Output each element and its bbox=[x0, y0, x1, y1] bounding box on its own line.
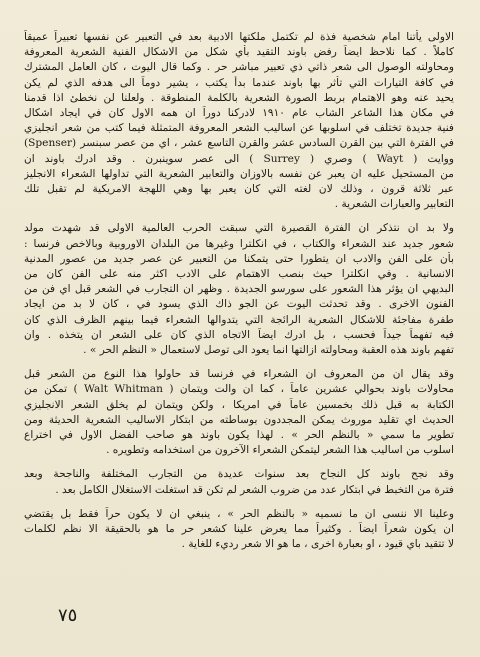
text-line: محاولات باوند بحوالي عشرين عاماً ، كما ان والت ويتمان ( Walt Whitman ) تمكن من bbox=[24, 383, 454, 396]
text-line: ولا بد ان نتذكر ان الفترة القصيرة التي سبقت الحرب العالمية الاولى قد شهدت مولد bbox=[24, 222, 454, 235]
text-line: البديهي ان يؤثر هذا الشعور على سورسو الجديدة . وظهر ان التجارب في الشعر قبل اي فن من bbox=[24, 283, 454, 296]
paragraph bbox=[24, 367, 454, 458]
text-line: في مكان هذا الشاعر الشاب عام ١٩١٠ لادركنا دوراً ان همه الاول كان في ايجاد اشكال bbox=[24, 107, 454, 120]
text-line: كاملاً . كما نلاحظ ايضاً رفض باوند التقيد بأي شكل من الاشكال الفنية الشعرية المعروفة bbox=[24, 46, 454, 59]
text-line: الحديث اي تقليد موروث يمكن المجددون بوساطته من ابتكار الاساليب الشعرية الحديثة ومن bbox=[24, 413, 454, 426]
text-line: الانسانية . وفي انكلترا حيث بنصب الاهتمام على الادب اكثر منه على الفن كان من bbox=[24, 268, 454, 281]
text-line: الفنون الاخرى . وقد تحدثت اليوت عن الجو ذاك الذي يسود في ، كان لا بد من ايجاد bbox=[24, 298, 454, 311]
text-line: في الفترة التي بين القرن السادس عشر والقرن التاسع عشر ، اي من عصر سبنسر (Spenser) bbox=[24, 137, 454, 150]
paragraph bbox=[24, 507, 454, 553]
text-line: ومحاولته الوصول الى شعر ذاتي ذي تعبير مباشر حر . وكما قال اليوت ، كان العامل المشترك bbox=[24, 61, 454, 74]
text-line: في كافة التيارات التي تأثر بها باوند عندما بدأ يكتب ، يشير دوماً الى هدفه الذي لم يكن bbox=[24, 76, 454, 89]
text-line: فنية جديدة تختلف في اسلوبها عن اساليب الشعر المعروفة المتمثلة فيما كتب من شعر انجليزي bbox=[24, 122, 454, 135]
text-line: لا تتقيد باي قيود ، او بعبارة اخرى ، ما هو الا شعر رديء للغاية . bbox=[181, 538, 454, 551]
text-line: يحيد عنه وهو الاهتمام بربط الصورة الشعرية بالكلمة المنطوقة . ولعلنا لن نخطئ اذا قدمنا bbox=[24, 91, 454, 104]
paragraph bbox=[24, 221, 454, 358]
text-line: تفهم باوند هذه العقبة ومحاولته ازالتها انما يعود الى توصل لاستعمال « النظم الحر » . bbox=[83, 344, 454, 357]
text-line: ووايت ( Wayt ) وصري ( Surrey ) الى عصر سوينبرن . وقد ادرك باوند ان bbox=[24, 152, 454, 165]
text-line: شعور جديد عند الشعراء والكتاب ، في انكلترا وغيرها من البلدان الاوروبية وبالاخص فرنسا : bbox=[24, 237, 454, 250]
text-line: ان يكون شعراً ايضاً . وكثيراً مما يعرض علينا كشعر حر ما هو بالحقيقة الا نظم لكلمات bbox=[24, 523, 454, 536]
paragraph bbox=[24, 30, 454, 212]
text-line: وعلينا الا ننسى ان ما نسميه « بالنظم الحر » ، ينبغي ان لا يكون حراً فقط بل يقتضي bbox=[24, 507, 454, 520]
text-line: الكتابة به قبل ذلك بخمسين عاماً في امريكا ، ولكن ويتمان لم يخلق الشعر الانجليزي bbox=[24, 398, 454, 411]
text-line: التعابير والعبارات الشعرية . bbox=[334, 198, 454, 211]
text-line: وقد نجح باوند كل النجاح بعد سنوات عديدة من التجارب المختلفة والناجحة وبعد bbox=[24, 468, 454, 481]
text-line: اسلوب من اساليب هذا الشعر ليتمكن الشعراء الآخرون من استخدامه وتطويره . bbox=[106, 444, 454, 457]
text-line: وقد يقال ان من المعروف ان الشعراء في فرنسا قد حاولوا هذا النوع من الشعر قبل bbox=[24, 368, 454, 381]
text-line: الاولى يأتنا امام شخصية فذة لم تكتمل ملكتها الادبية بعد في التعبير عن نفسها تعبيراً عميقاً bbox=[24, 31, 454, 43]
page-number: ٧٥ bbox=[58, 605, 78, 626]
text-line: بأن على الفن والادب ان يتطورا حتى يتمكنا من التعبير عن عصر جديد من عصور المدنية bbox=[24, 252, 454, 265]
body-text bbox=[24, 30, 454, 562]
text-line: فترة من التخبط في ابتكار عدد من ضروب الشعر لم تكن قد استغلت الاستغلال الكامل بعد . bbox=[55, 483, 454, 496]
text-line: طفرة مفاجئة للاشكال الشعرية الرائجة التي يتدوالها الشعراء فيما بينهم الظرف الذي كان bbox=[24, 313, 454, 326]
paragraph bbox=[24, 467, 454, 497]
text-line: من المستحيل عليه ان يعبر عن نفسه بالاوزان والتعابير الشعرية التي تداولها الشعراء الانجليز bbox=[24, 167, 454, 180]
text-line: تطوير ما سمي « بالنظم الحر » . لهذا يكون باوند هو صاحب الفضل الاول في اختراع bbox=[24, 429, 454, 442]
text-line: فيه تفهماً جيداً فحسب ، بل ادرك ايضاً الاتجاه الذي كان على الشعر ان يتخذه . وان bbox=[24, 328, 454, 341]
text-line: عبر ثلاثة قرون ، وذلك لان لغته التي كان يعبر بها وهي اللهجة الامريكية لم تقبل تلك bbox=[24, 183, 454, 196]
